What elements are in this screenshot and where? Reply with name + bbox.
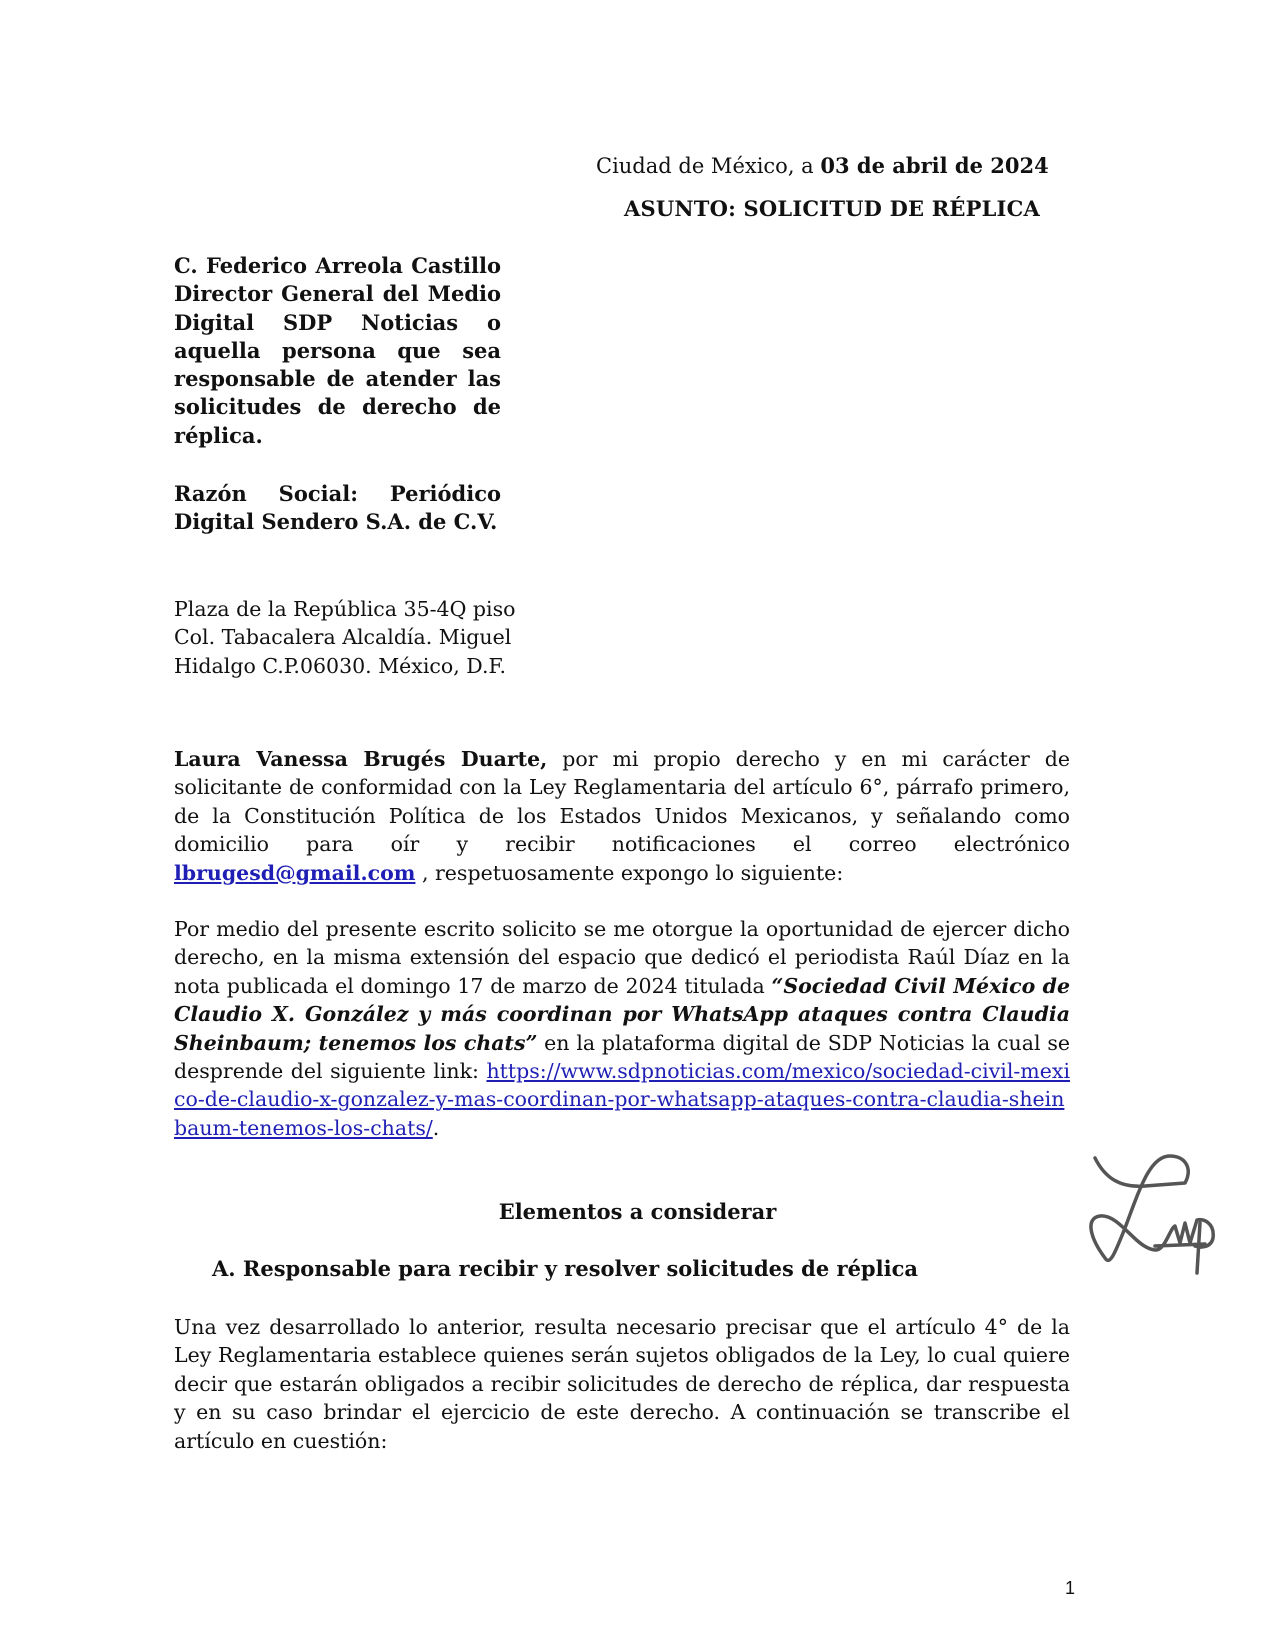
request-text-after: . — [432, 1115, 440, 1140]
intro-text: por mi propio derecho y en mi carácter de solicitante de conformidad con la Ley Reglamentaria del artículo 6°, párrafo primero, de la Constitución Política de los Estados Unidos Mexicanos, y señalando como domicilio para oír y recibir notificaciones el correo electrónico — [174, 747, 1070, 857]
section-subheading: A. Responsable para recibir y resolver solicitudes de réplica — [212, 1256, 918, 1281]
date-prefix: Ciudad de México, a — [596, 154, 821, 178]
email-link[interactable]: lbrugesd@gmail.com — [174, 860, 416, 885]
article-title: “Sociedad Civil México de Claudio X. González y más coordinan por WhatsApp ataques contra Claudia Sheinbaum; tenemos los chats” — [174, 973, 1071, 1055]
razon-social-text: Razón Social: Periódico Digital Sendero S.A. de C.V. — [174, 481, 501, 535]
intro-text-after: , respetuosamente expongo lo siguiente: — [415, 860, 844, 885]
address-line: Col. Tabacalera Alcaldía. Miguel — [174, 625, 512, 650]
document-date — [596, 153, 1049, 178]
request-paragraph — [174, 915, 1070, 1142]
address-line: Plaza de la República 35-4Q piso — [174, 597, 516, 621]
page-number: 1 — [1065, 1578, 1076, 1598]
addressee-text: C. Federico Arreola Castillo Director General del Medio Digital SDP Noticias o aquella persona que sea responsable de atender las solicitudes de derecho de réplica. — [174, 253, 501, 448]
request-text-middle: en la plataforma digital de SDP Noticias la cual se desprende del siguiente link: — [174, 1030, 1070, 1084]
date-value: 03 de abril de 2024 — [820, 153, 1049, 178]
conclusion-paragraph — [174, 1313, 1070, 1455]
recipient-razon-social — [174, 480, 501, 537]
signature-icon — [1085, 1148, 1225, 1278]
document-subject: ASUNTO: SOLICITUD DE RÉPLICA — [624, 196, 1040, 221]
applicant-name: Laura Vanessa Brugés Duarte, — [174, 747, 548, 771]
request-text: Por medio del presente escrito solicito se me otorgue la oportunidad de ejercer dicho derecho, en la misma extensión del espacio que dedicó el periodista Raúl Díaz en la nota publicada el domingo 17 de marzo de 2024 titulada — [174, 917, 1070, 998]
recipient-address — [174, 595, 534, 680]
address-line: Hidalgo C.P.06030. México, D.F. — [174, 653, 507, 678]
recipient-addressee — [174, 252, 501, 450]
section-heading: Elementos a considerar — [498, 1199, 777, 1224]
article-url-link[interactable]: https://www.sdpnoticias.com/mexico/sociedad-civil-mexico-de-claudio-x-gonzalez-y-mas-coordinan-por-whatsapp-ataques-contra-claudia-sheinbaum-tenemos-los-chats/ — [174, 1059, 1070, 1140]
conclusion-text: Una vez desarrollado lo anterior, resulta necesario precisar que el artículo 4° de la Ley Reglamentaria establece quienes serán sujetos obligados de la Ley, lo cual quiere decir que estarán obligados a recibir solicitudes de derecho de réplica, dar respuesta y en su caso brindar el ejercicio de este derecho. A continuación se transcribe el artículo en cuestión: — [174, 1315, 1070, 1453]
intro-paragraph — [174, 745, 1070, 887]
